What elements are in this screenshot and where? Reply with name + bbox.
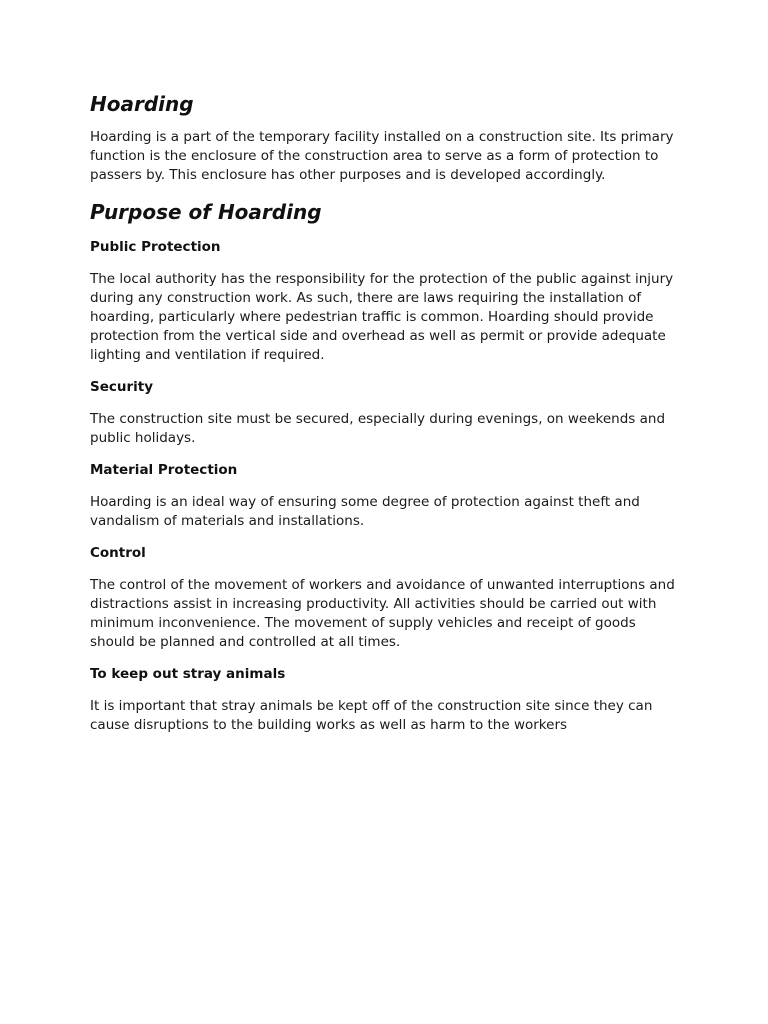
document-page <box>90 90 680 748</box>
subheading-stray-animals: To keep out stray animals <box>90 666 286 682</box>
subheading-security: Security <box>90 379 154 395</box>
paragraph-stray-animals: It is important that stray animals be kept off of the construction site since they can cause disruptions to the building works as well as harm to the workers <box>90 698 653 733</box>
paragraph-material-protection: Hoarding is an ideal way of ensuring some degree of protection against theft and vandalism of materials and installations. <box>90 494 640 529</box>
subheading-material-protection: Material Protection <box>90 462 238 478</box>
paragraph-security: The construction site must be secured, especially during evenings, on weekends and public holidays. <box>90 411 666 446</box>
subheading-public-protection: Public Protection <box>90 239 221 255</box>
paragraph-public-protection: The local authority has the responsibility for the protection of the public against injury during any construction work. As such, there are laws requiring the installation of hoarding, particularly where pedestrian traffic is common. Hoarding should provide protection from the vertical side and overhead as well as permit or provide adequate lighting and ventilation if required. <box>90 271 674 363</box>
section-title: Purpose of Hoarding <box>90 200 322 224</box>
paragraph-control: The control of the movement of workers and avoidance of unwanted interruptions and distractions assist in increasing productivity. All activities should be carried out with minimum inconvenience. The movement of supply vehicles and receipt of goods should be planned and controlled at all times. <box>90 577 675 650</box>
subheading-control: Control <box>90 545 146 561</box>
intro-paragraph: Hoarding is a part of the temporary facility installed on a construction site. Its primary function is the enclosure of the construction area to serve as a form of protection to passers by. This enclosure has other purposes and is developed accordingly. <box>90 129 674 183</box>
document-title: Hoarding <box>90 92 194 116</box>
